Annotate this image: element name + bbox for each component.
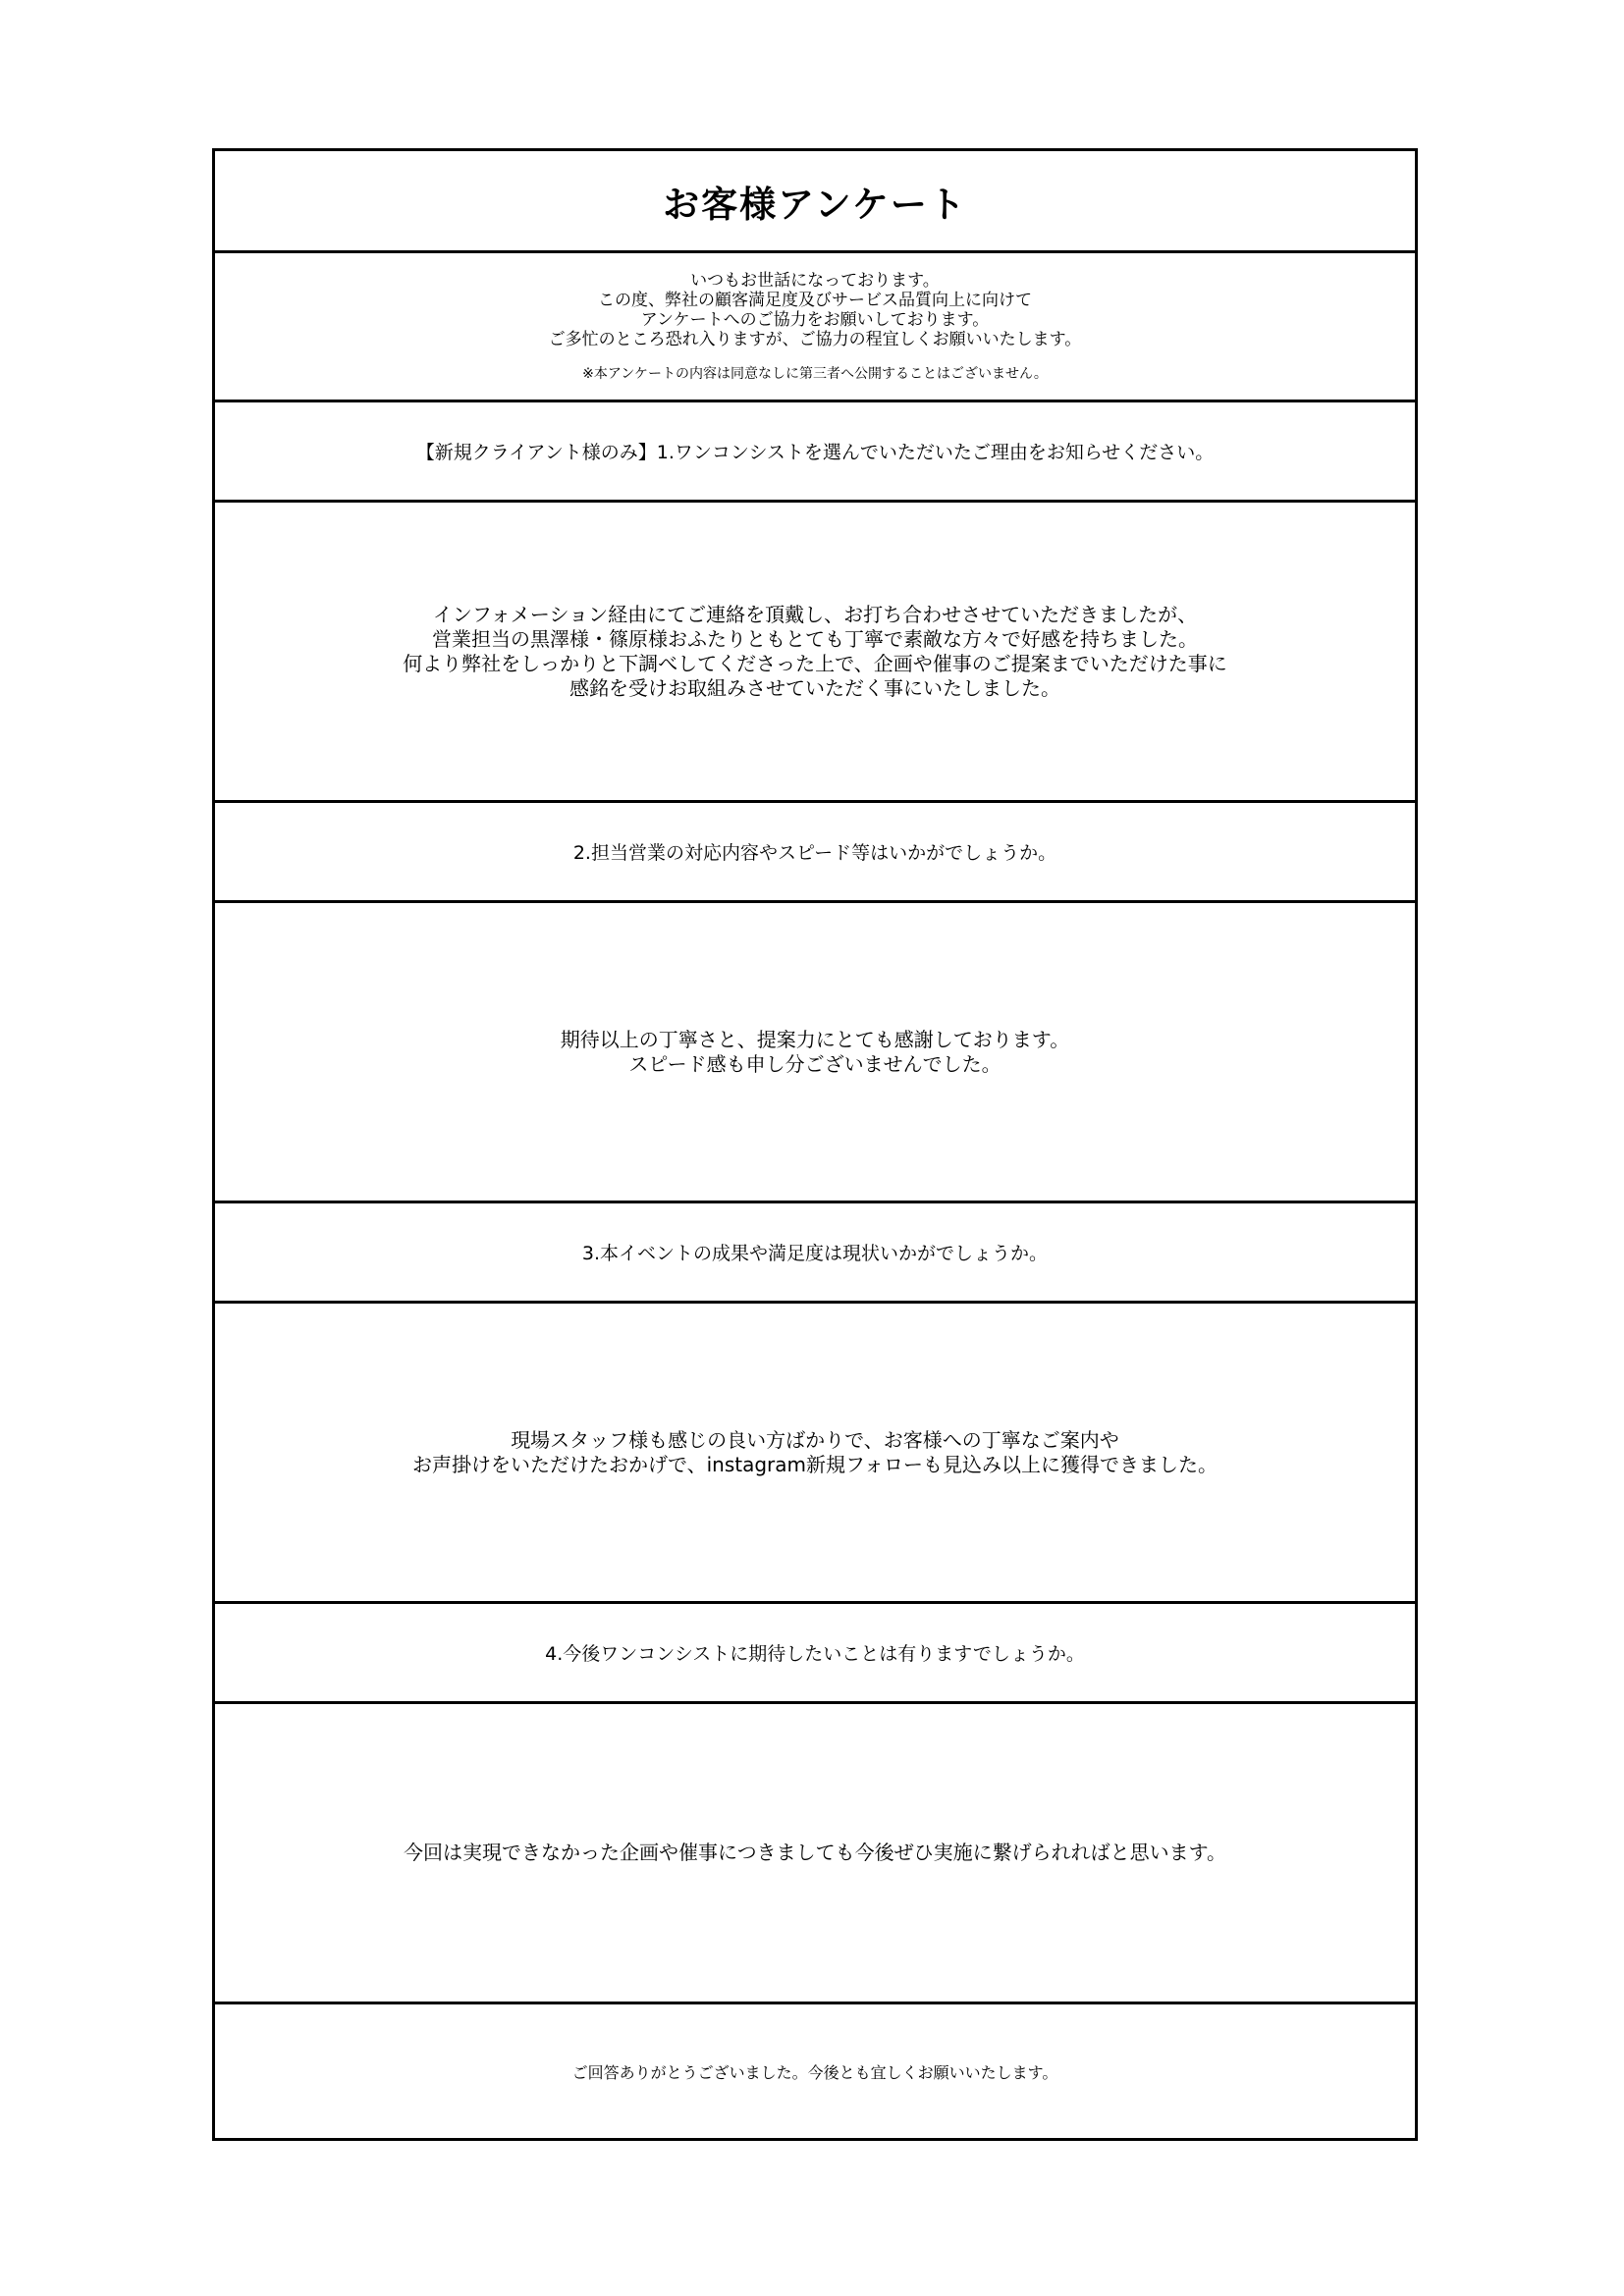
answer-line: 何より弊社をしっかりと下調べしてくださった上で、企画や催事のご提案までいただけた事に: [403, 651, 1227, 675]
answer-row-3: [215, 1304, 1415, 1604]
question-row-3: [215, 1203, 1415, 1304]
answer-line: 期待以上の丁寧さと、提案力にとても感謝しております。: [560, 1027, 1070, 1051]
answer-line: スピード感も申し分ございませんでした。: [628, 1051, 1001, 1076]
question-row-2: [215, 803, 1415, 903]
question-text: 【新規クライアント様のみ】1.ワンコンシストを選んでいただいたご理由をお知らせください。: [415, 442, 1215, 463]
answer-line: 今回は実現できなかった企画や催事につきましても今後ぜひ実施に繋げられればと思います。: [404, 1841, 1226, 1864]
answer-row-4: [215, 1704, 1415, 2004]
title-row: [215, 151, 1415, 253]
intro-line: いつもお世話になっております。: [690, 270, 940, 291]
answer-row-1: [215, 503, 1415, 803]
survey-form: [212, 148, 1418, 2141]
answer-line: 現場スタッフ様も感じの良い方ばかりで、お客様への丁寧なご案内や: [511, 1427, 1119, 1452]
answer-line: インフォメーション経由にてご連絡を頂戴し、お打ち合わせさせていただきましたが、: [432, 602, 1198, 626]
intro-row: [215, 253, 1415, 402]
intro-line: ご多忙のところ恐れ入りますが、ご協力の程宜しくお願いいたします。: [548, 329, 1082, 349]
answer-line: 感銘を受けお取組みさせていただく事にいたしました。: [569, 675, 1060, 700]
question-row-1: [215, 402, 1415, 503]
question-text: 4.今後ワンコンシストに期待したいことは有りますでしょうか。: [545, 1643, 1085, 1665]
question-text: 3.本イベントの成果や満足度は現状いかがでしょうか。: [581, 1243, 1049, 1264]
question-row-4: [215, 1604, 1415, 1704]
privacy-note: ※本アンケートの内容は同意なしに第三者へ公開することはございません。: [582, 365, 1048, 382]
page-title: お客様アンケート: [663, 183, 967, 226]
intro-line: アンケートへのご協力をお願いしております。: [640, 309, 990, 330]
answer-row-2: [215, 903, 1415, 1203]
answer-line: 営業担当の黒澤様・篠原様おふたりともとても丁寧で素敵な方々で好感を持ちました。: [432, 626, 1198, 651]
answer-line: お声掛けをいただけたおかげで、instagram新規フォローも見込み以上に獲得できました。: [411, 1452, 1218, 1476]
closing-message: ご回答ありがとうございました。今後とも宜しくお願いいたします。: [571, 2062, 1058, 2082]
closing-row: [215, 2004, 1415, 2138]
question-text: 2.担当営業の対応内容やスピード等はいかがでしょうか。: [572, 842, 1057, 864]
intro-line: この度、弊社の顧客満足度及びサービス品質向上に向けて: [598, 290, 1032, 310]
